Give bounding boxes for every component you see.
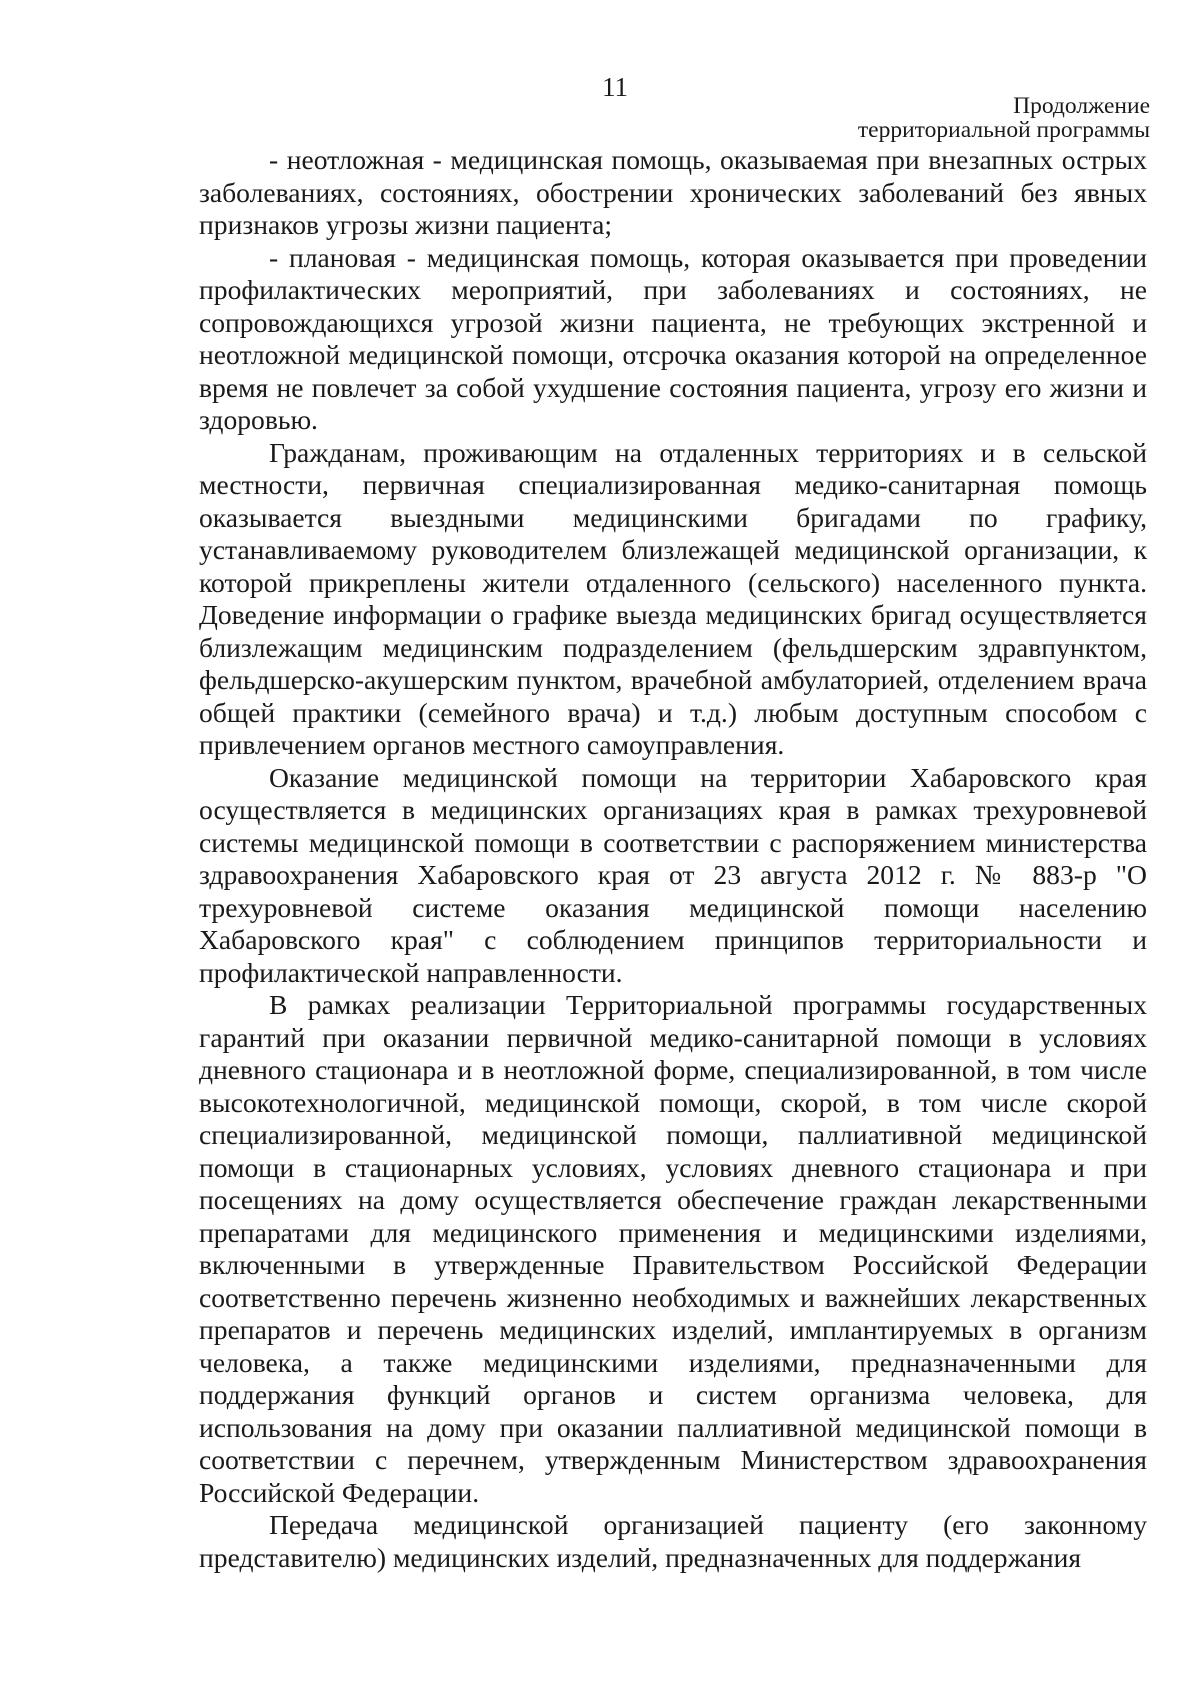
header-program-name: территориальной программы — [857, 117, 1150, 143]
paragraph-urgent-care: - неотложная - медицинская помощь, оказываемая при внезапных острых заболеваниях, состояниях, обострении хронических заболеваний без явных признаков угрозы жизни пациента; — [199, 144, 1147, 240]
page-number: 11 — [602, 72, 628, 102]
paragraph-medication-provision: В рамках реализации Территориальной программы государственных гарантий при оказании первичной медико-санитарной помощи в условиях дневного стационара и в неотложной форме, специализированной, в том числе высокотехнологичной, медицинской помощи, скорой, в том числе скорой специализированной, медицинской помощи, паллиативной медицинской помощи в стационарных условиях, условиях дневного стационара и при посещениях на дому осуществляется обеспечение граждан лекарственными препаратами для медицинского применения и медицинскими изделиями, включенными в утвержденные Правительством Российской Федерации соответственно перечень жизненно необходимых и важнейших лекарственных препаратов и перечень медицинских изделий, имплантируемых в организм человека, а также медицинскими изделиями, предназначенными для поддержания функций органов и систем организма человека, для использования на дому при оказании паллиативной медицинской помощи в соответствии с перечнем, утвержденным Министерством здравоохранения Российской Федерации. — [199, 989, 1147, 1508]
document-body — [199, 144, 1147, 1574]
header-note — [858, 94, 1150, 142]
paragraph-three-level-system: Оказание медицинской помощи на территории Хабаровского края осуществляется в медицинских организациях края в рамках трехуровневой системы медицинской помощи в соответствии с распоряжением министерства здравоохранения Хабаровского края от 23 августа 2012 г. № 883-р "О трехуровневой системе оказания медицинской помощи населению Хабаровского края" с соблюдением принципов территориальности и профилактической направленности. — [199, 761, 1147, 988]
paragraph-device-transfer: Передача медицинской организацией пациенту (его законному представителю) медицинских изделий, предназначенных для поддержания — [199, 1509, 1147, 1573]
paragraph-remote-areas: Гражданам, проживающим на отдаленных территориях и в сельской местности, первичная специализированная медико-санитарная помощь оказывается выездными медицинскими бригадами по графику, устанавливаемому руководителем близлежащей медицинской организации, к которой прикреплены жители отдаленного (сельского) населенного пункта. Доведение информации о графике выезда медицинских бригад осуществляется близлежащим медицинским подразделением (фельдшерским здравпунктом, фельдшерско-акушерским пунктом, врачебной амбулаторией, отделением врача общей практики (семейного врача) и т.д.) любым доступным способом с привлечением органов местного самоуправления. — [199, 436, 1147, 760]
paragraph-planned-care: - плановая - медицинская помощь, которая оказывается при проведении профилактических мероприятий, при заболеваниях и состояниях, не сопровождающихся угрозой жизни пациента, не требующих экстренной и неотложной медицинской помощи, отсрочка оказания которой на определенное время не повлечет за собой ухудшение состояния пациента, угрозу его жизни и здоровью. — [199, 241, 1147, 435]
header-continuation: Продолжение — [1013, 93, 1150, 119]
